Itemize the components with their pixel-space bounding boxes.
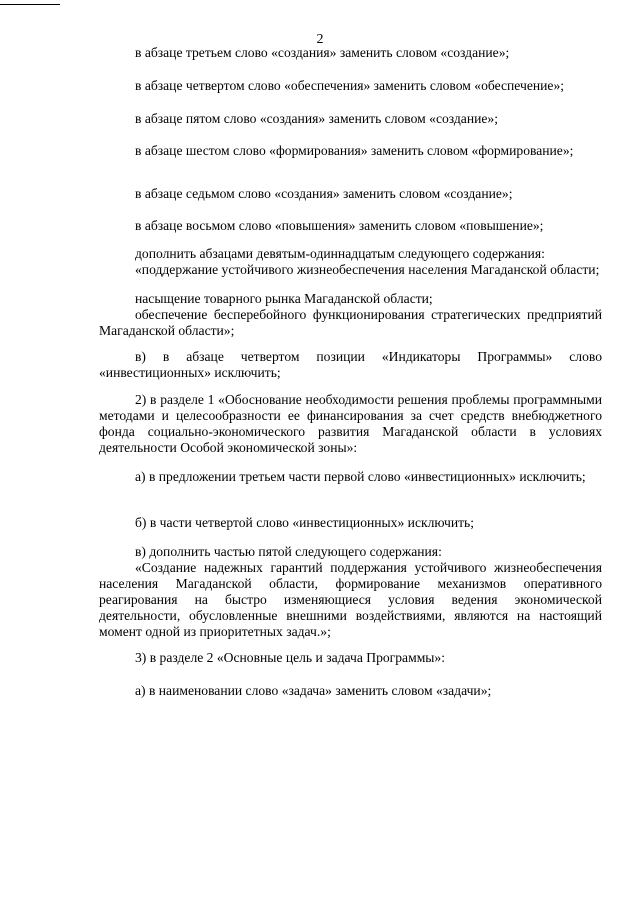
paragraph-11: в) в абзаце четвертом позиции «Индикаторы Программы» слово «инвестиционных» исключить; bbox=[99, 349, 602, 380]
paragraph-17: 3) в разделе 2 «Основные цель и задача Программы»: bbox=[135, 650, 446, 665]
paragraph-10: обеспечение бесперебойного функционирования стратегических предприятий Магаданской области»; bbox=[99, 307, 602, 338]
paragraph-2: в абзаце четвертом слово «обеспечения» заменить словом «обеспечение»; bbox=[135, 78, 565, 93]
paragraph-14: б) в части четвертой слово «инвестиционных» исключить; bbox=[135, 515, 475, 530]
paragraph-1: в абзаце третьем слово «создания» заменить словом «создание»; bbox=[135, 45, 510, 60]
paragraph-8: «поддержание устойчивого жизнеобеспечения населения Магаданской области; bbox=[135, 262, 600, 277]
paragraph-12: 2) в разделе 1 «Обоснование необходимости решения проблемы программными методами и целесообразности ее финансирования за счет средств внебюджетного фонда социально-экономического развития Магаданской области в условиях деятельности Особой экономической зоны»: bbox=[99, 392, 602, 455]
paragraph-4: в абзаце шестом слово «формирования» заменить словом «формирование»; bbox=[135, 143, 574, 158]
paragraph-18: а) в наименовании слово «задача» заменить словом «задачи»; bbox=[135, 683, 492, 698]
paragraph-16: «Создание надежных гарантий поддержания устойчивого жизнеобеспечения населения Магаданской области, формирование механизмов оперативного реагирования на быстро изменяющиеся условия ведения экономической деятельности, обусловленные внешними воздействиями, являются на настоящий момент одной из приоритетных задач.»; bbox=[99, 560, 602, 639]
paragraph-9: насыщение товарного рынка Магаданской области; bbox=[135, 291, 433, 306]
paragraph-7: дополнить абзацами девятым-одиннадцатым следующего содержания: bbox=[135, 246, 545, 261]
paragraph-6: в абзаце восьмом слово «повышения» заменить словом «повышение»; bbox=[135, 218, 544, 233]
paragraph-5: в абзаце седьмом слово «создания» заменить словом «создание»; bbox=[135, 186, 513, 201]
page-number: 2 bbox=[316, 32, 324, 47]
paragraph-13: а) в предложении третьем части первой слово «инвестиционных» исключить; bbox=[135, 469, 586, 484]
corner-rule bbox=[0, 4, 60, 5]
paragraph-15: в) дополнить частью пятой следующего содержания: bbox=[135, 544, 442, 559]
paragraph-3: в абзаце пятом слово «создания» заменить словом «создание»; bbox=[135, 111, 499, 126]
